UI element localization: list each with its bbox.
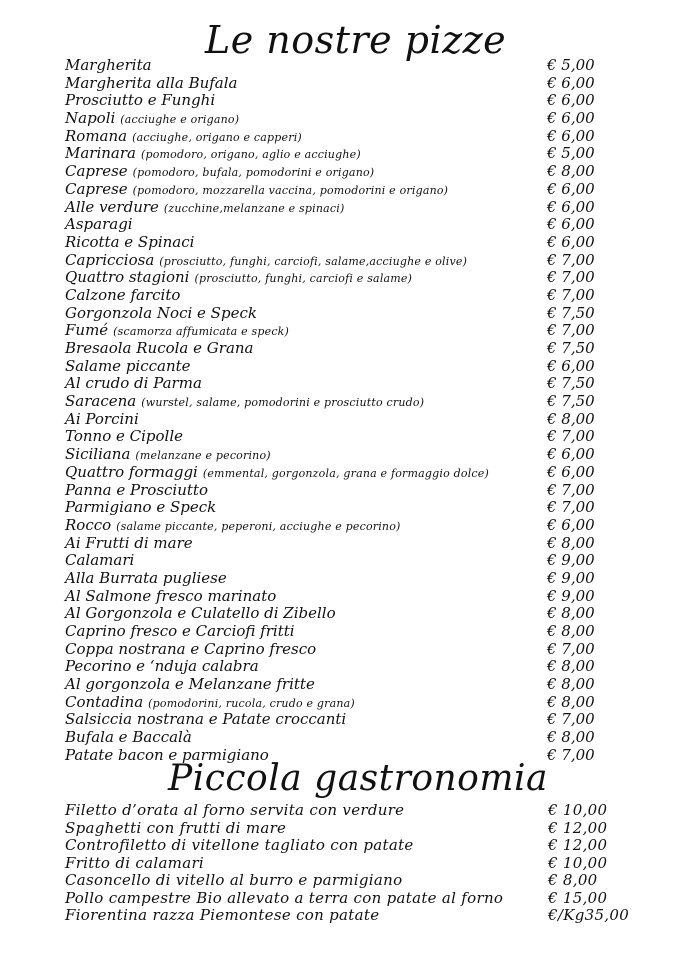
item-name: Al gorgonzola e Melanzane fritte	[65, 675, 315, 694]
item-name: Tonno e Cipolle	[65, 427, 184, 446]
item-price: € 9,00	[547, 551, 595, 570]
item-name: Caprese	[65, 162, 128, 181]
item-price: € 8,00	[547, 604, 595, 623]
item-name: Marinara	[65, 144, 136, 163]
item-name: Al Gorgonzola e Culatello di Zibello	[65, 604, 336, 623]
item-price: € 6,00	[547, 73, 595, 92]
menu-item	[65, 92, 640, 110]
item-price: € 6,00	[547, 356, 595, 375]
item-name: Ai Frutti di mare	[65, 533, 193, 552]
menu-item	[65, 181, 640, 199]
menu-item	[65, 375, 640, 393]
item-ingredients: (melanzane e pecorino)	[135, 449, 271, 463]
item-ingredients: (salame piccante, peperoni, acciughe e pecorino)	[116, 519, 401, 533]
item-name: Al crudo di Parma	[65, 374, 202, 393]
item-name: Prosciutto e Funghi	[65, 91, 216, 110]
item-name: Parmigiano e Speck	[65, 498, 217, 517]
menu-item	[65, 216, 640, 234]
item-name: Contadina	[65, 692, 144, 711]
item-price: € 6,00	[547, 179, 595, 198]
item-name: Pecorino e ‘nduja calabra	[65, 657, 259, 676]
menu-item	[65, 890, 640, 908]
item-price: € 6,00	[547, 462, 595, 481]
menu-item	[65, 234, 640, 252]
item-price: € 8,00	[547, 622, 595, 640]
item-price: € 5,00	[547, 56, 595, 74]
menu-item	[65, 658, 640, 676]
item-name: Ai Porcini	[65, 409, 139, 428]
menu-item	[65, 411, 640, 429]
item-name: Caprese	[65, 179, 128, 198]
item-name: Panna e Prosciutto	[65, 480, 208, 499]
item-price: € 8,00	[547, 692, 595, 711]
item-price: € 10,00	[548, 801, 608, 819]
item-price: € 7,00	[547, 498, 595, 517]
item-price: € 5,00	[547, 144, 595, 163]
item-ingredients: (emmental, gorgonzola, grana e formaggio dolce)	[202, 466, 489, 480]
item-name: Fritto di calamari	[65, 853, 205, 872]
menu-item	[65, 428, 640, 446]
item-price: € 10,00	[548, 853, 608, 872]
menu-item	[65, 322, 640, 340]
item-price: € 6,00	[547, 91, 595, 110]
item-name: Asparagi	[65, 215, 133, 234]
menu-item	[65, 163, 640, 181]
item-name: Saracena	[65, 392, 137, 411]
menu-item	[65, 535, 640, 553]
menu-item	[65, 340, 640, 358]
item-price: € 7,00	[547, 250, 595, 269]
item-name: Alle verdure	[65, 197, 159, 216]
item-name: Coppa nostrana e Caprino fresco	[65, 639, 317, 658]
menu-item	[65, 588, 640, 606]
item-name: Calzone farcito	[65, 285, 181, 304]
item-name: Margherita	[65, 56, 152, 74]
item-price: € 6,00	[547, 215, 595, 234]
item-price: € 6,00	[547, 109, 595, 128]
menu-item	[65, 110, 640, 128]
item-name: Gorgonzola Noci e Speck	[65, 303, 257, 322]
menu-item	[65, 729, 640, 747]
item-name: Casoncello di vitello al burro e parmigiano	[65, 871, 403, 889]
menu-item	[65, 393, 640, 411]
item-price: € 7,50	[547, 339, 595, 357]
menu-item	[65, 694, 640, 712]
item-price: € 8,00	[547, 162, 595, 181]
item-name: Quattro stagioni	[65, 268, 190, 287]
menu-item	[65, 676, 640, 694]
item-price: € 8,00	[547, 657, 595, 676]
gastronomia-list	[65, 802, 640, 925]
item-name: Salsiccia nostrana e Patate croccanti	[65, 710, 347, 729]
item-price: € 8,00	[547, 409, 595, 428]
item-name: Rocco	[65, 515, 112, 534]
menu-item	[65, 57, 640, 75]
menu-item	[65, 855, 640, 873]
menu-item	[65, 517, 640, 535]
item-price: € 9,00	[547, 568, 595, 587]
menu-item	[65, 802, 640, 820]
item-name: Napoli	[65, 109, 116, 128]
menu-item	[65, 552, 640, 570]
item-name: Caprino fresco e Carciofi fritti	[65, 622, 295, 640]
menu-item	[65, 570, 640, 588]
item-price: € 7,00	[547, 285, 595, 304]
item-name: Fiorentina razza Piemontese con patate	[65, 906, 380, 924]
menu-item	[65, 641, 640, 659]
item-price: € 6,00	[547, 126, 595, 145]
item-ingredients: (prosciutto, funghi, carciofi, salame,acciughe e olive)	[159, 254, 468, 268]
menu-item	[65, 199, 640, 217]
item-price: € 8,00	[547, 533, 595, 552]
menu-item	[65, 464, 640, 482]
item-price: € 7,00	[547, 268, 595, 287]
item-name: Salame piccante	[65, 356, 191, 375]
menu-item	[65, 907, 640, 925]
item-name: Quattro formaggi	[65, 462, 198, 481]
item-ingredients: (pomodorini, rucola, crudo e grana)	[148, 696, 355, 710]
pizze-title: Le nostre pizze	[205, 18, 507, 62]
item-name: Al Salmone fresco marinato	[65, 586, 277, 605]
menu-item	[65, 711, 640, 729]
menu-item	[65, 820, 640, 838]
item-name: Controfiletto di vitellone tagliato con patate	[65, 836, 414, 854]
item-ingredients: (acciughe, origano e capperi)	[132, 130, 302, 144]
item-name: Ricotta e Spinaci	[65, 232, 195, 251]
item-price: € 7,00	[547, 710, 595, 729]
item-ingredients: (pomodoro, origano, aglio e acciughe)	[141, 148, 361, 162]
pizze-list	[65, 57, 640, 765]
menu-item	[65, 446, 640, 464]
menu-item	[65, 75, 640, 93]
menu-item	[65, 128, 640, 146]
item-ingredients: (zucchine,melanzane e spinaci)	[163, 201, 345, 215]
item-name: Pollo campestre Bio allevato a terra con patate al forno	[65, 888, 504, 907]
menu-item	[65, 872, 640, 890]
item-ingredients: (pomodoro, mozzarella vaccina, pomodorini e origano)	[132, 183, 449, 197]
menu-item	[65, 145, 640, 163]
menu-item	[65, 358, 640, 376]
item-price: € 7,00	[547, 427, 595, 446]
menu-item	[65, 287, 640, 305]
item-price: € 7,50	[547, 374, 595, 393]
item-price: € 8,00	[548, 871, 598, 889]
item-name: Margherita alla Bufala	[65, 73, 238, 92]
item-price: € 6,00	[547, 197, 595, 216]
item-name: Capricciosa	[65, 250, 155, 269]
item-price: €/Kg35,00	[548, 906, 630, 924]
menu-item	[65, 837, 640, 855]
item-price: € 12,00	[548, 836, 608, 854]
item-price: € 8,00	[547, 728, 595, 747]
menu-item	[65, 252, 640, 270]
item-price: € 7,00	[547, 639, 595, 658]
menu-item	[65, 305, 640, 323]
item-ingredients: (acciughe e origano)	[120, 113, 240, 127]
item-price: € 15,00	[548, 888, 608, 907]
item-price: € 12,00	[548, 818, 608, 837]
menu-item	[65, 499, 640, 517]
item-name: Calamari	[65, 551, 135, 570]
item-price: € 6,00	[547, 232, 595, 251]
item-ingredients: (wurstel, salame, pomodorini e prosciutto crudo)	[141, 396, 425, 410]
item-name: Alla Burrata pugliese	[65, 568, 227, 587]
item-name: Bufala e Baccalà	[65, 728, 192, 747]
item-price: € 7,50	[547, 303, 595, 322]
gastronomia-title: Piccola gastronomia	[168, 758, 548, 799]
item-name: Bresaola Rucola e Grana	[65, 339, 254, 357]
menu-item	[65, 269, 640, 287]
menu-item	[65, 605, 640, 623]
item-name: Romana	[65, 126, 128, 145]
item-name: Spaghetti con frutti di mare	[65, 818, 287, 837]
item-price: € 7,00	[547, 745, 595, 764]
item-name: Siciliana	[65, 445, 131, 464]
item-name: Filetto d’orata al forno servita con verdure	[65, 801, 405, 819]
item-ingredients: (prosciutto, funghi, carciofi e salame)	[194, 272, 413, 286]
item-price: € 8,00	[547, 675, 595, 694]
item-price: € 6,00	[547, 515, 595, 534]
item-name: Fumé	[65, 321, 109, 340]
item-price: € 7,50	[547, 392, 595, 411]
menu-item	[65, 623, 640, 641]
item-name: Patate bacon e parmigiano	[65, 745, 269, 764]
menu-item	[65, 482, 640, 500]
item-ingredients: (scamorza affumicata e speck)	[113, 325, 290, 339]
item-price: € 7,00	[547, 480, 595, 499]
item-price: € 6,00	[547, 445, 595, 464]
item-ingredients: (pomodoro, bufala, pomodorini e origano)	[132, 166, 375, 180]
item-price: € 9,00	[547, 586, 595, 605]
item-price: € 7,00	[547, 321, 595, 340]
